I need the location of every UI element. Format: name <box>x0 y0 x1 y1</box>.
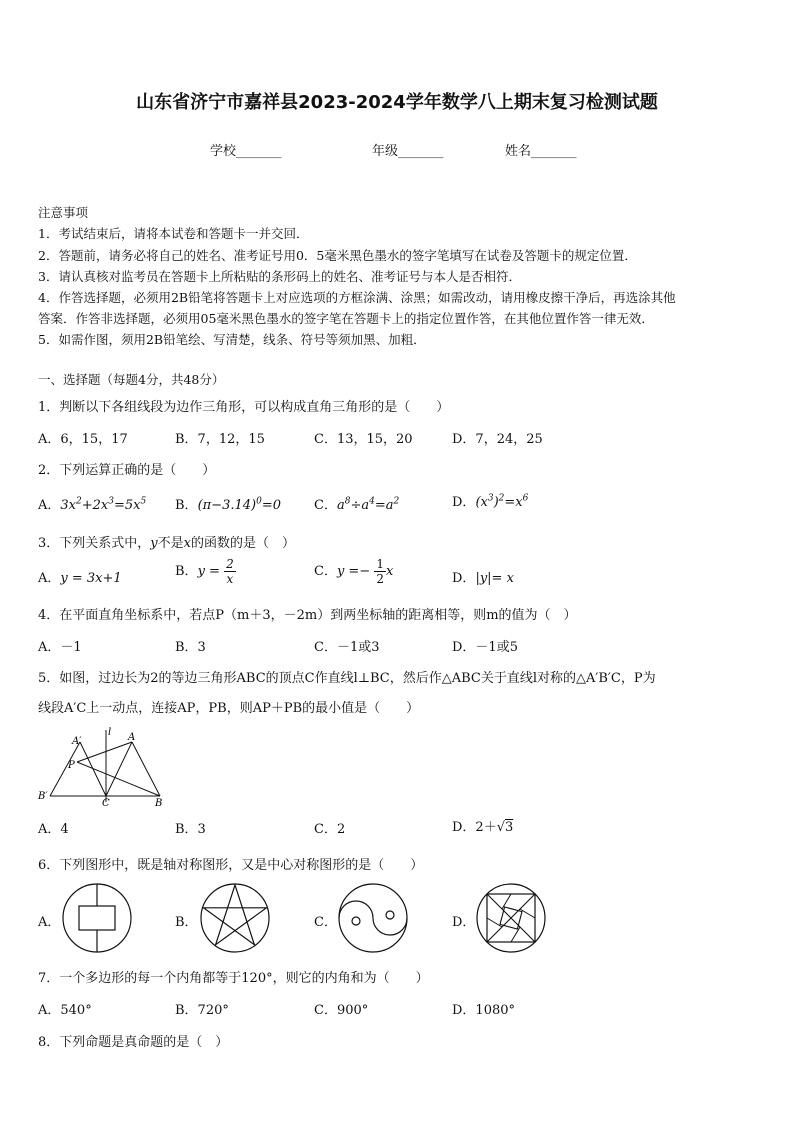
q7-stem: 7．一个多边形的每一个内角都等于120°，则它的内角和为（ ） <box>38 971 429 986</box>
q8-stem: 8．下列命题是真命题的是（ ） <box>38 1035 229 1050</box>
q3-c-fraction: $\frac{1}{2}$ <box>376 557 384 586</box>
q5-stem-line2: 线段A′C上一动点，连接AP，PB，则AP＋PB的最小值是（ ） <box>38 701 420 716</box>
q6-label-d: D． <box>452 915 476 930</box>
q4-stem: 4．在平面直角坐标系中，若点P（m＋3，－2m）到两坐标轴的距离相等，则m的值为（ ） <box>38 608 577 623</box>
q2-a-formula: $3x^2+2x^3=5x^5$ <box>60 496 147 513</box>
q6-stem: 6．下列图形中，既是轴对称图形，又是中心对称图形的是（ ） <box>38 858 424 873</box>
q3-stem: 3．下列关系式中，y不是x的函数的是（ ） <box>38 536 296 551</box>
q5-option-c: C．2 <box>314 822 346 837</box>
fig-label-b-prime: B′ <box>38 791 48 802</box>
q3-option-a: A．y = 3x+1 <box>38 571 122 586</box>
q7-option-b: B．720° <box>175 1003 229 1018</box>
q6-figure-a-circle-rect <box>60 881 134 955</box>
notice-item-4-cont: 答案．作答非选择题，必须用05毫米黑色墨水的签字笔在答题卡上的指定位置作答，在其他位置作答一律无效． <box>38 311 654 326</box>
q6-figure-d-pinwheel <box>474 881 548 955</box>
q2-option-d: D．$(x^3)^2=x^6$ <box>452 493 529 510</box>
q6-label-b: B． <box>175 915 198 930</box>
q4-option-a: A．－1 <box>38 640 82 655</box>
q4-option-c: C．－1或3 <box>314 640 380 655</box>
q6-figure-c-yinyang <box>336 881 410 955</box>
notice-item-2: 2．答题前，请务必将自己的姓名、准考证号用0．5毫米黑色墨水的签字笔填写在试卷及答题卡的规定位置． <box>38 248 637 263</box>
fig-label-l: l <box>108 727 112 738</box>
q2-d-formula: $(x^3)^2=x^6$ <box>475 493 529 510</box>
q3-a-formula: y = 3x+1 <box>60 571 122 586</box>
q3-option-d: D．|y|= x <box>452 571 514 586</box>
school-field: 学校_______ <box>210 144 282 159</box>
notice-item-4: 4．作答选择题，必须用2B铅笔将答题卡上对应选项的方框涂满、涂黑；如需改动，请用橡皮擦干净后，再选涂其他 <box>38 290 676 305</box>
fig-label-a: A <box>128 732 136 743</box>
name-field: 姓名_______ <box>505 144 577 159</box>
q5-stem-line1: 5．如图，过边长为2的等边三角形ABC的顶点C作直线l⊥BC，然后作△ABC关于直线l对称的△A′B′C，P为 <box>38 671 656 686</box>
q2-option-c: C．$a^8\div a^4=a^2$ <box>314 496 400 513</box>
q1-option-b: B．7，12，15 <box>175 432 265 447</box>
q3-b-fraction: $\frac{2}{x}$ <box>226 557 234 586</box>
notice-item-3: 3．请认真核对监考员在答题卡上所粘贴的条形码上的姓名、准考证号与本人是否相符． <box>38 269 521 284</box>
fig-label-b: B <box>155 798 163 808</box>
page-title: 山东省济宁市嘉祥县2023-2024学年数学八上期末复习检测试题 <box>136 92 658 113</box>
q1-option-c: C．13，15，20 <box>314 432 413 447</box>
q4-option-b: B．3 <box>175 640 206 655</box>
fig-label-c: C <box>102 798 110 808</box>
q1-option-d: D．7，24，25 <box>452 432 543 447</box>
notice-item-5: 5．如需作图，须用2B铅笔绘、写清楚，线条、符号等须加黑、加粗． <box>38 332 426 347</box>
q2-c-formula: $a^8\div a^4=a^2$ <box>336 496 400 513</box>
notice-heading: 注意事项 <box>38 205 89 220</box>
q7-option-d: D．1080° <box>452 1003 516 1018</box>
sqrt3: √3 <box>496 820 514 835</box>
q6-figure-b-pentagram <box>198 881 272 955</box>
q4-option-d: D．－1或5 <box>452 640 518 655</box>
q5-option-a: A．4 <box>38 822 69 837</box>
q5-option-b: B．3 <box>175 822 206 837</box>
q6-label-c: C． <box>314 915 337 930</box>
q5-triangle-figure <box>36 726 176 808</box>
q3-option-b: B．y = $\frac{2}{x}$ <box>175 557 234 586</box>
fig-label-a-prime: A′ <box>72 736 82 747</box>
fig-label-p: P <box>68 760 75 771</box>
q5-option-d: D．2＋√3 <box>452 820 514 835</box>
q2-b-formula: $(\pi-3.14)^0=0$ <box>197 496 281 513</box>
section-heading: 一、选择题（每题4分，共48分） <box>38 372 225 387</box>
q7-option-a: A．540° <box>38 1003 92 1018</box>
q1-stem: 1．判断以下各组线段为边作三角形，可以构成直角三角形的是（ ） <box>38 400 450 415</box>
q3-option-c: C．y =− $\frac{1}{2}$ x <box>314 557 394 586</box>
q2-stem: 2．下列运算正确的是（ ） <box>38 463 216 478</box>
q6-label-a: A． <box>38 915 61 930</box>
q3-d-formula: |y|= x <box>475 571 514 586</box>
q7-option-c: C．900° <box>314 1003 369 1018</box>
grade-field: 年级_______ <box>372 144 444 159</box>
q1-option-a: A．6，15，17 <box>38 432 128 447</box>
q2-option-a: A．$3x^2+2x^3=5x^5$ <box>38 496 147 513</box>
notice-item-1: 1．考试结束后，请将本试卷和答题卡一并交回． <box>38 226 309 241</box>
q2-option-b: B．$(\pi-3.14)^0=0$ <box>175 496 281 513</box>
